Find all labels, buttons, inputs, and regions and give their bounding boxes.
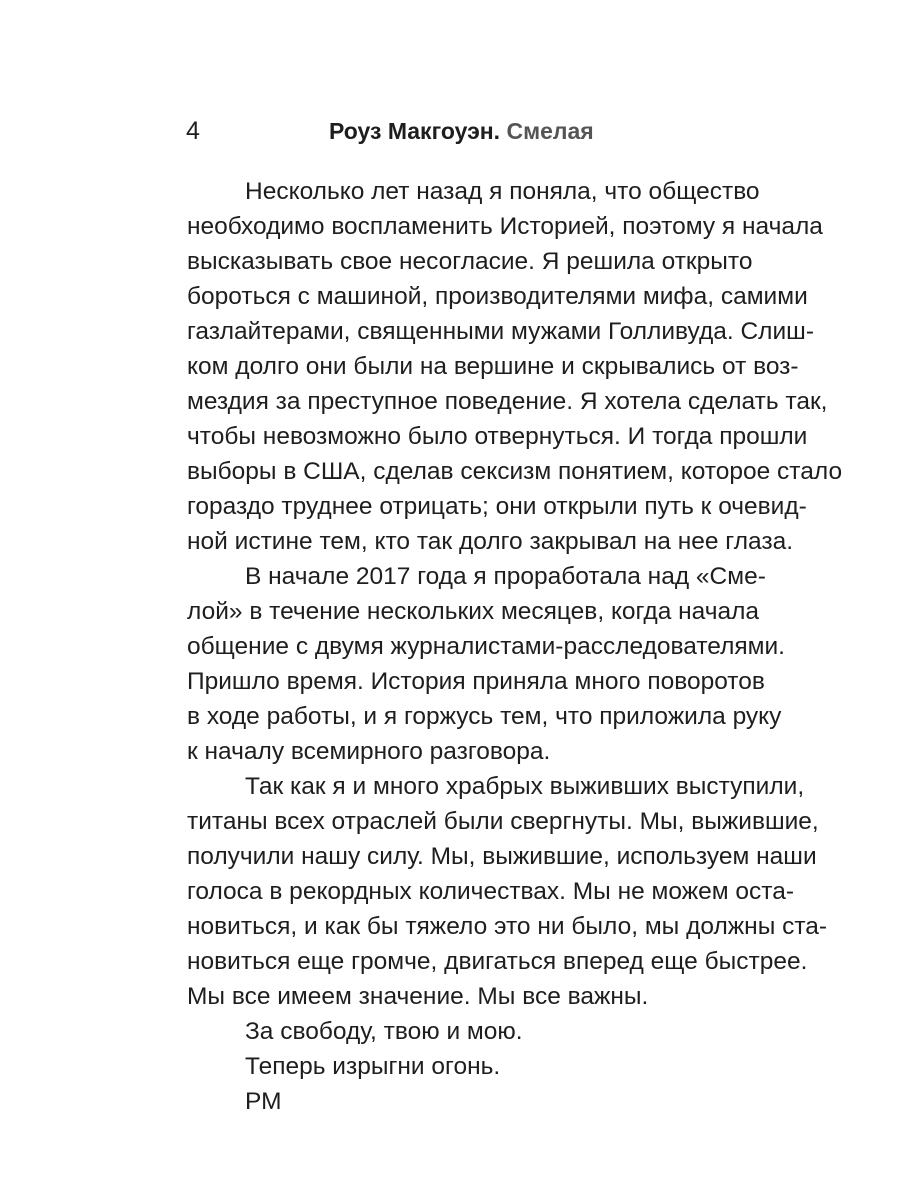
text-line: получили нашу силу. Мы, выжившие, используем наши xyxy=(187,843,817,870)
paragraph xyxy=(187,1049,740,1084)
paragraph xyxy=(187,1084,740,1119)
text-line: чтобы невозможно было отвернуться. И тогда прошли xyxy=(187,423,808,450)
text-line: лой» в течение нескольких месяцев, когда начала xyxy=(187,598,760,625)
text-line: в ходе работы, и я горжусь тем, что приложила руку xyxy=(187,703,782,730)
text-line: необходимо воспламенить Историей, поэтому я начала xyxy=(187,213,823,240)
text-line: Так как я и много храбрых выживших выступили, xyxy=(245,773,805,800)
paragraph xyxy=(187,769,828,1014)
text-line: РМ xyxy=(245,1088,282,1115)
text-line: общение с двумя журналистами-расследователями. xyxy=(187,633,785,660)
text-line: выборы в США, сделав сексизм понятием, которое стало xyxy=(187,458,843,485)
text-line: мездия за преступное поведение. Я хотела сделать так, xyxy=(187,388,828,415)
text-line: титаны всех отраслей были свергнуты. Мы, выжившие, xyxy=(187,808,819,835)
text-line: Теперь изрыгни огонь. xyxy=(245,1053,501,1080)
page-number: 4 xyxy=(186,117,200,145)
body-text xyxy=(187,174,843,1119)
text-line: новиться еще громче, двигаться вперед еще быстрее. xyxy=(187,948,808,975)
text-line: Мы все имеем значение. Мы все важны. xyxy=(187,983,649,1010)
text-line: ной истине тем, кто так долго закрывал на нее глаза. xyxy=(187,528,794,555)
paragraph xyxy=(187,1014,740,1049)
text-line: Несколько лет назад я поняла, что общество xyxy=(245,178,760,205)
text-line: новиться, и как бы тяжело это ни было, мы должны ста- xyxy=(187,913,828,940)
text-line: голоса в рекордных количествах. Мы не можем оста- xyxy=(187,878,795,905)
text-line: к началу всемирного разговора. xyxy=(187,738,551,765)
text-line: В начале 2017 года я проработала над «Сме- xyxy=(245,563,766,590)
running-head-book-title: Смелая xyxy=(506,118,594,144)
text-line: высказывать свое несогласие. Я решила открыто xyxy=(187,248,753,275)
text-line: гораздо труднее отрицать; они открыли путь к очевид- xyxy=(187,493,807,520)
text-line: За свободу, твою и мою. xyxy=(245,1018,523,1045)
running-head xyxy=(329,116,594,146)
text-line: газлайтерами, священными мужами Голливуда. Слиш- xyxy=(187,318,814,345)
text-line: ком долго они были на вершине и скрывались от воз- xyxy=(187,353,799,380)
paragraph xyxy=(187,174,843,559)
running-head-author: Роуз Макгоуэн. xyxy=(329,118,501,144)
text-line: Пришло время. История приняла много поворотов xyxy=(187,668,765,695)
text-line: бороться с машиной, производителями мифа, самими xyxy=(187,283,808,310)
paragraph xyxy=(187,559,785,769)
